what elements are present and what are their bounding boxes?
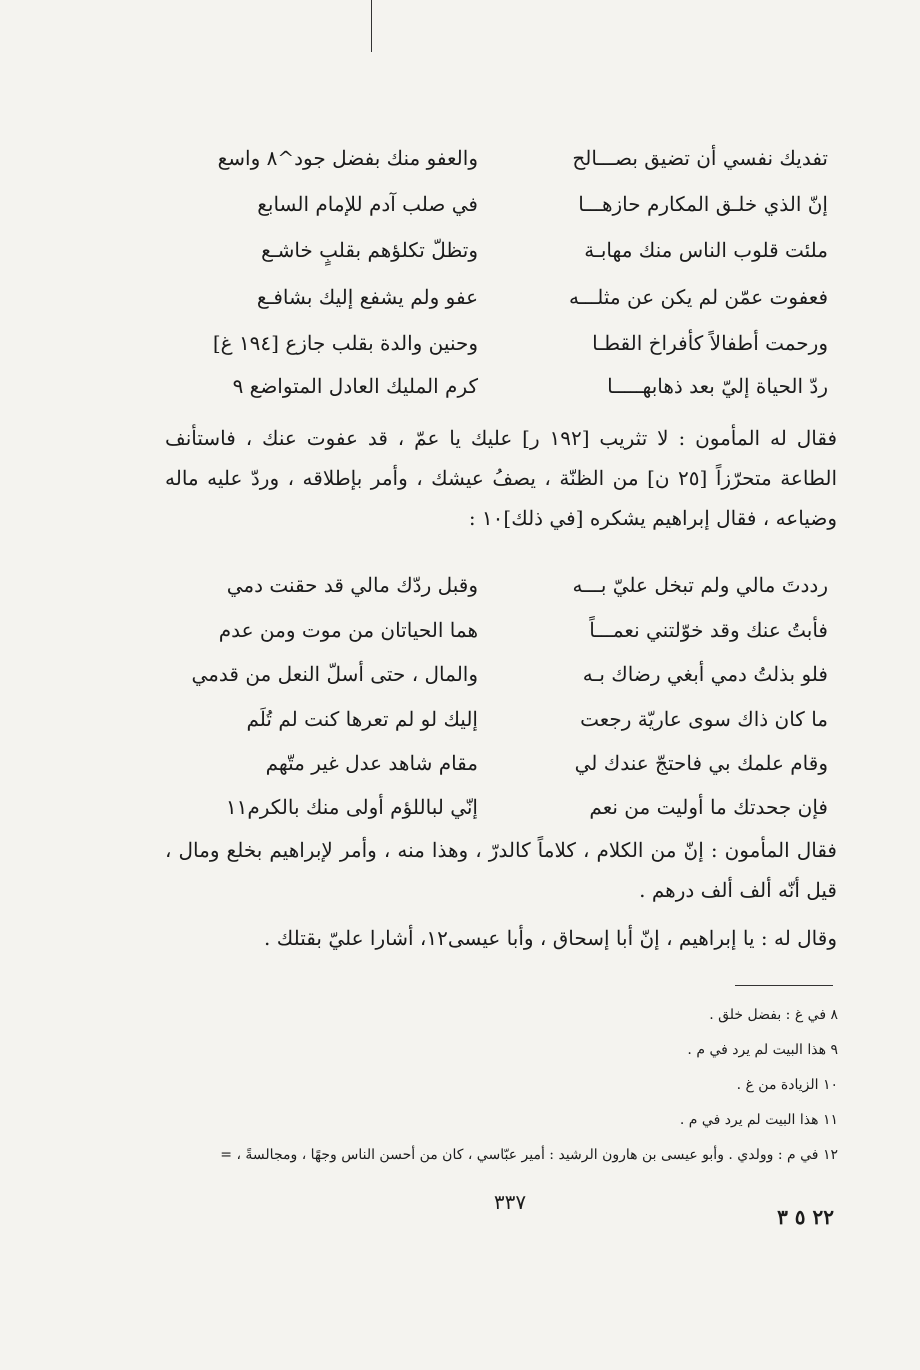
footnote: ١٠ الزيادة من غ . <box>736 1077 838 1093</box>
verse-right-hemistich: ردّ الحياة إليّ بعد ذهابهـــــا <box>607 374 828 398</box>
footnote: ١٢ في م : وولدي . وأبو عيسى بن هارون الرشيد : أمير عبّاسي ، كان من أحسن الناس وجهًا ، ومجالسةً ، = <box>220 1147 838 1163</box>
verse-row <box>0 138 920 178</box>
verse-right-hemistich: وقام علمك بي فاحتجّ عندك لي <box>574 751 828 775</box>
prose-paragraph-1 <box>165 418 837 538</box>
verse-row <box>0 565 920 605</box>
verse-right-hemistich: تفديك نفسي أن تضيق بصـــالح <box>572 146 828 170</box>
prose-paragraph-2 <box>165 830 837 910</box>
printer-signature: ٢٢ ٥ ٣ <box>777 1205 834 1229</box>
footnote-rule <box>735 985 833 986</box>
verse-right-hemistich: إنّ الذي خلـق المكارم حازهـــا <box>578 192 828 216</box>
verse-left-hemistich: وتظلّ تكلؤهم بقلبٍ خاشـع <box>261 238 478 262</box>
verse-row <box>0 699 920 739</box>
verse-right-hemistich: فإن جحدتك ما أوليت من نعم <box>589 795 828 819</box>
verse-row <box>0 184 920 224</box>
prose-paragraph-3 <box>165 918 837 958</box>
verse-left-hemistich: إليك لو لم تعرها كنت لم تُلَم <box>246 707 478 731</box>
verse-row <box>0 323 920 363</box>
verse-right-hemistich: فعفوت عمّن لم يكن عن مثلـــه <box>568 285 828 309</box>
verse-row <box>0 743 920 783</box>
footnotes <box>138 998 838 1173</box>
verse-left-hemistich: والعفو منك بفضل جود^٨ واسع <box>217 146 478 170</box>
verse-left-hemistich: إنّي لباللؤم أولى منك بالكرم١١ <box>225 795 478 819</box>
verse-right-hemistich: فأبتُ عنك وقد خوّلتني نعمـــاً <box>589 618 828 642</box>
paragraph-text: فقال المأمون : إنّ من الكلام ، كلاماً كالدرّ ، وهذا منه ، وأمر لإبراهيم بخلع ومال ، قيل أنّه ألف ألف درهم . <box>165 838 837 902</box>
verse-left-hemistich: وقبل ردّك مالي قد حقنت دمي <box>226 573 478 597</box>
verse-left-hemistich: في صلب آدم للإمام السابع <box>257 192 478 216</box>
verse-row <box>0 366 920 406</box>
verse-row <box>0 654 920 694</box>
verse-left-hemistich: مقام شاهد عدل غير متّهم <box>265 751 478 775</box>
verse-left-hemistich: والمال ، حتى أسلّ النعل من قدمي <box>191 662 478 686</box>
verse-right-hemistich: ما كان ذاك سوى عاريّة رجعت <box>580 707 828 731</box>
verse-row <box>0 230 920 270</box>
verse-left-hemistich: كرم المليك العادل المتواضع ٩ <box>232 374 478 398</box>
verse-right-hemistich: فلو بذلتُ دمي أبغي رضاك بـه <box>582 662 828 686</box>
footnote: ٨ في غ : بفضل خلق . <box>709 1007 838 1023</box>
verse-right-hemistich: ملئت قلوب الناس منك مهابـة <box>584 238 828 262</box>
verse-left-hemistich: عفو ولم يشفع إليك بشافـع <box>256 285 478 309</box>
verse-left-hemistich: هما الحياتان من موت ومن عدم <box>218 618 478 642</box>
paragraph-text: وقال له : يا إبراهيم ، إنّ أبا إسحاق ، وأبا عيسى١٢، أشارا عليّ بقتلك . <box>264 926 837 950</box>
verse-row <box>0 277 920 317</box>
footnote: ٩ هذا البيت لم يرد في م . <box>687 1042 838 1058</box>
verse-right-hemistich: رددتَ مالي ولم تبخل عليّ بـــه <box>572 573 828 597</box>
verse-row <box>0 610 920 650</box>
verse-right-hemistich: ورحمت أطفالاً كأفراخ القطـا <box>592 331 828 355</box>
footnote: ١١ هذا البيت لم يرد في م . <box>679 1112 838 1128</box>
verse-row <box>0 787 920 827</box>
gutter-line <box>371 0 372 52</box>
page-number: ٣٣٧ <box>493 1190 527 1214</box>
verse-left-hemistich: وحنين والدة بقلب جازع [١٩٤ غ] <box>212 331 478 355</box>
paragraph-text: فقال له المأمون : لا تثريب [١٩٢ ر] عليك يا عمّ ، قد عفوت عنك ، فاستأنف الطاعة متحرّزاً [٢٥ ن] من الظنّة ، يصفُ عيشك ، وأمر بإطلاقه ، وردّ عليه ماله وضياعه ، فقال إبراهيم يشكره [في ذلك]١٠ : <box>165 426 838 530</box>
